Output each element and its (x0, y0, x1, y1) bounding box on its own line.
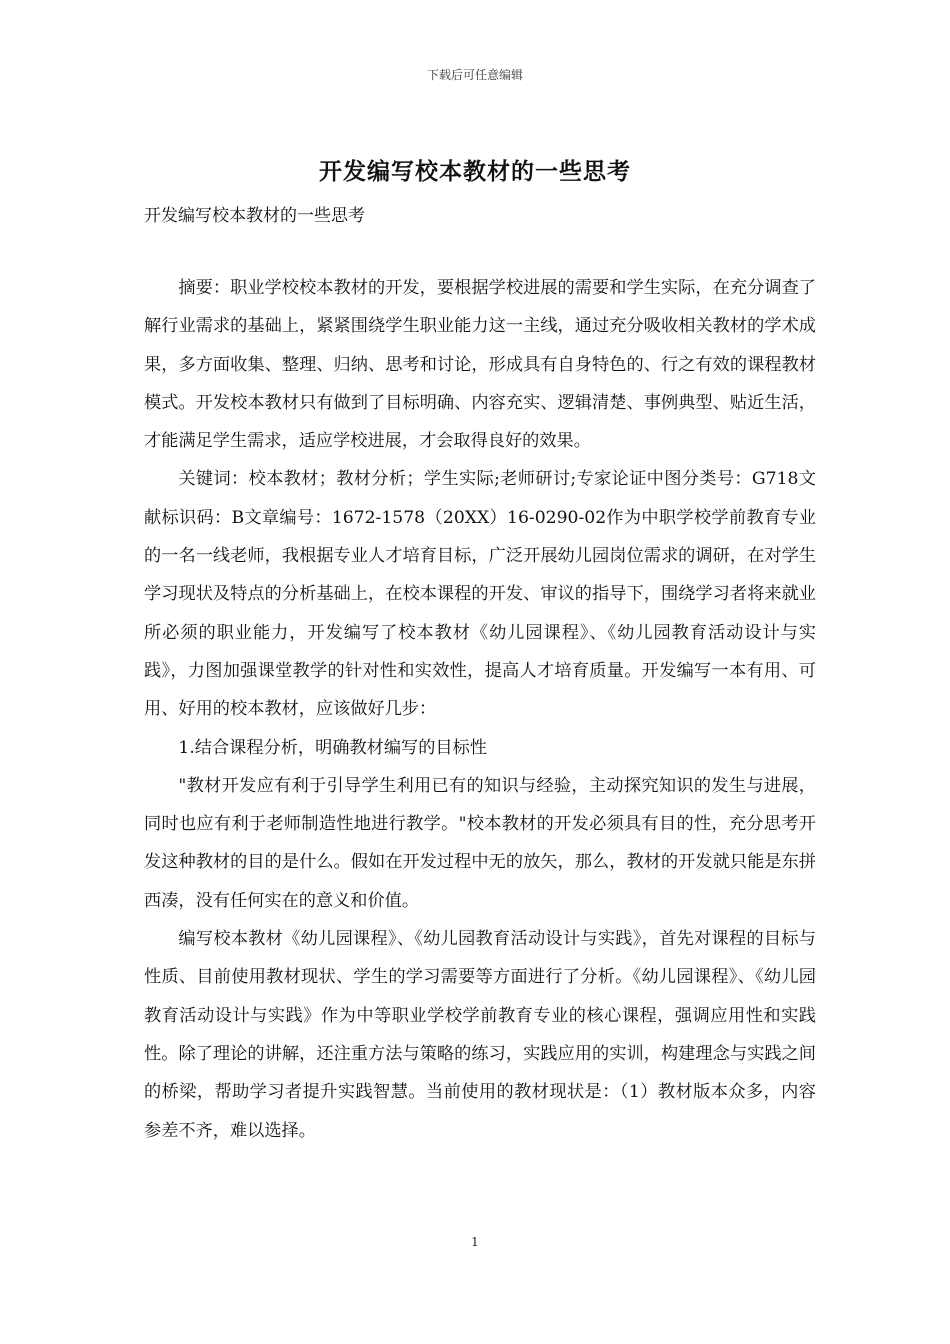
section-heading-1: 1.结合课程分析，明确教材编写的目标性 (178, 737, 487, 758)
page-number: 1 (471, 1235, 479, 1249)
keywords-paragraph: 关键词：校本教材；教材分析；学生实际;老师研讨;专家论证中图分类号：G718文献标识码：B文章编号：1672-1578（20XX）16-0290-02作为中职学校学前教育专业的一名一线老师，我根据专业人才培育目标，广泛开展幼儿园岗位需求的调研，在对学生学习现状及特点的分析基础上，在校本课程的开发、审议的指导下，围绕学习者将来就业所必须的职业能力，开发编写了校本教材《幼儿园课程》、《幼儿园教育活动设计与实践》，力图加强课堂教学的针对性和实效性，提高人才培育质量。开发编写一本有用、可用、好用的校本教材，应该做好几步： (144, 469, 816, 720)
document-subtitle: 开发编写校本教材的一些思考 (144, 206, 365, 226)
body-paragraph: "教材开发应有利于引导学生利用已有的知识与经验，主动探究知识的发生与进展，同时也应有利于老师制造性地进行教学。"校本教材的开发必须具有目的性，充分思考开发这种教材的目的是什么。假如在开发过程中无的放矢，那么，教材的开发就只能是东拼西凑，没有任何实在的意义和价值。 (144, 775, 816, 911)
document-title: 开发编写校本教材的一些思考 (319, 158, 631, 185)
body-paragraph: 编写校本教材《幼儿园课程》、《幼儿园教育活动设计与实践》，首先对课程的目标与性质、目前使用教材现状、学生的学习需要等方面进行了分析。《幼儿园课程》、《幼儿园教育活动设计与实践》作为中等职业学校学前教育专业的核心课程，强调应用性和实践性。除了理论的讲解，还注重方法与策略的练习，实践应用的实训，构建理念与实践之间的桥梁，帮助学习者提升实践智慧。当前使用的教材现状是：（1）教材版本众多，内容参差不齐，难以选择。 (144, 929, 816, 1141)
abstract-paragraph: 摘要：职业学校校本教材的开发，要根据学校进展的需要和学生实际，在充分调查了解行业需求的基础上，紧紧围绕学生职业能力这一主线，通过充分吸收相关教材的学术成果，多方面收集、整理、归纳、思考和讨论，形成具有自身特色的、行之有效的课程教材模式。开发校本教材只有做到了目标明确、内容充实、逻辑清楚、事例典型、贴近生活，才能满足学生需求，适应学校进展，才会取得良好的效果。 (144, 278, 816, 452)
document-body (144, 269, 816, 1150)
page-header-note: 下载后可任意编辑 (426, 68, 523, 82)
